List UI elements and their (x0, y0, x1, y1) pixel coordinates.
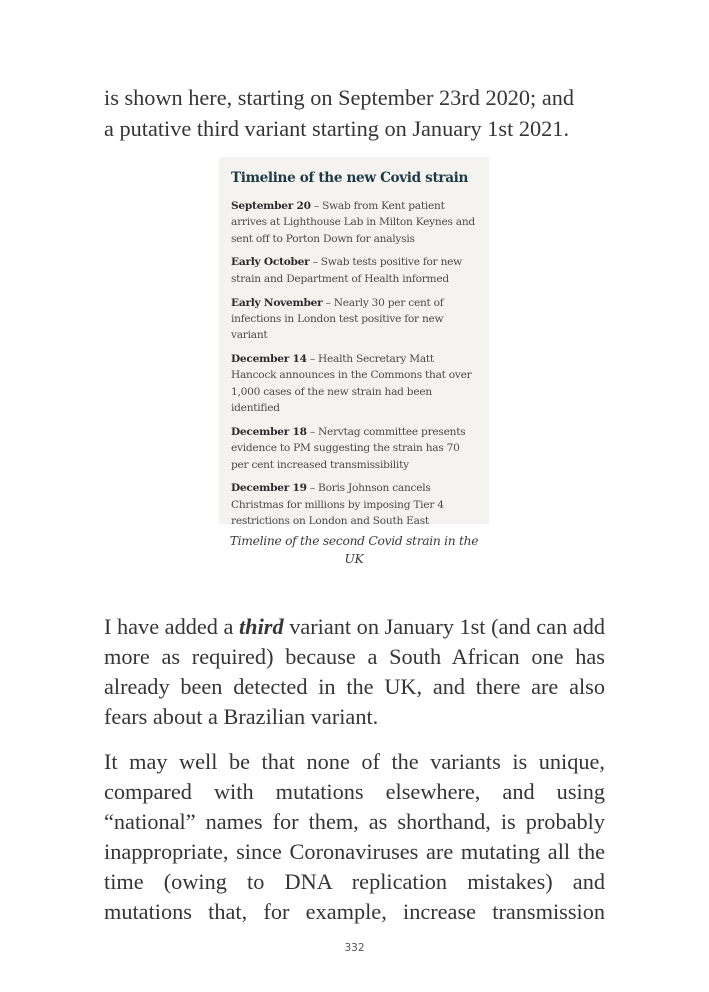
timeline-entry (231, 480, 479, 529)
entry-text: – Nearly 30 per cent of infections in London test positive for new variant (231, 296, 444, 342)
entry-date: Early November (231, 296, 323, 309)
entry-text: – Boris Johnson cancels Christmas for millions by imposing Tier 4 restrictions on London and South East (231, 482, 444, 528)
entry-text: – Health Secretary Matt Hancock announces in the Commons that over 1,000 cases of the new strain had been identified (231, 353, 472, 415)
third-emphasis: third (238, 614, 284, 639)
intro-paragraph (104, 83, 605, 144)
third-variant-paragraph (104, 612, 605, 732)
timeline-entry (231, 295, 479, 344)
intro-line-2: a putative third variant starting on January 1st 2021. (104, 115, 570, 141)
intro-line-1: is shown here, starting on September 23rd 2020; and (104, 85, 575, 110)
timeline-entry (231, 198, 479, 247)
entry-date: September 20 (231, 200, 311, 212)
figure-title: Timeline of the new Covid strain (231, 170, 468, 186)
entry-text: – Swab from Kent patient arrives at Lighthouse Lab in Milton Keynes and sent off to Porton Down for analysis (231, 200, 475, 245)
figure-caption: Timeline of the second Covid strain in the UK (229, 534, 479, 566)
entry-date: December 14 (231, 353, 307, 366)
entry-text: – Swab tests positive for new strain and Department of Health informed (231, 256, 463, 285)
page-number: 332 (344, 942, 365, 954)
third-text-before: I have added a (104, 614, 239, 639)
timeline-figure (219, 157, 489, 528)
timeline-entry (231, 254, 479, 287)
entry-date: December 18 (231, 425, 307, 438)
third-text-after: variant on January 1st (and can add more as required) because a South African one has already been detected in the UK, and there are also fears about a Brazilian variant. (104, 614, 605, 729)
variants-unique-paragraph: It may well be that none of the variants is unique, compared with mutations elsewhere, and using “national” names for them, as shorthand, is probably inappropriate, since Coronaviruses are mutating all the time (owing to DNA replication mistakes) and mutations that, for example, increase transmission (104, 749, 605, 924)
entry-date: December 19 (231, 482, 307, 495)
entry-date: Early October (231, 256, 310, 269)
entry-text: – Nervtag committee presents evidence to PM suggesting the strain has 70 per cent increased transmissibility (231, 425, 466, 471)
timeline-entry (231, 351, 479, 416)
timeline-entry (231, 424, 479, 473)
